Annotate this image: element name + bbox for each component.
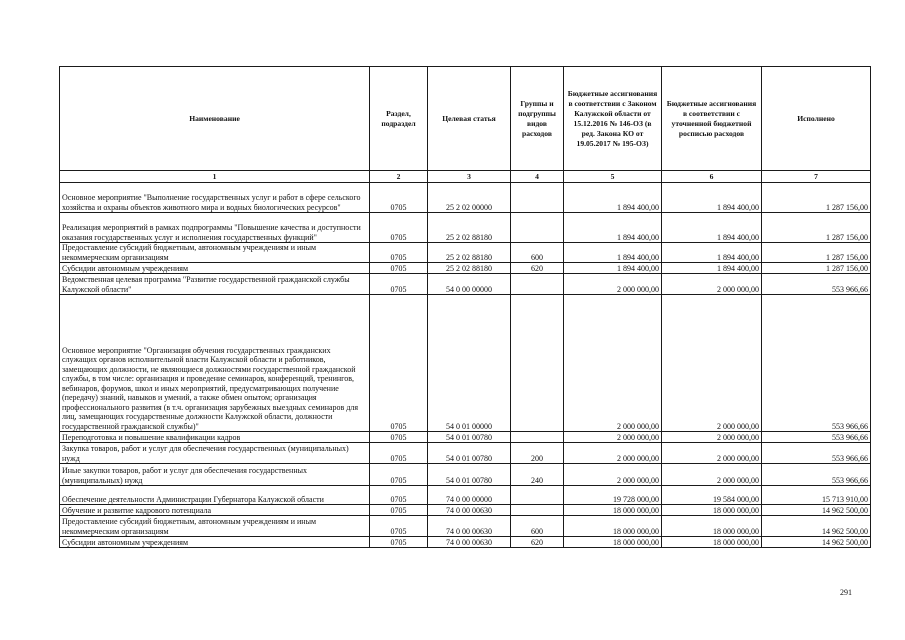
table-header-row: [60, 67, 871, 171]
row-executed: 1 287 156,00: [762, 213, 871, 243]
row-target: 54 0 01 00780: [428, 464, 511, 486]
row-group: [511, 486, 564, 505]
row-approved: 1 894 400,00: [564, 263, 662, 274]
row-approved: 18 000 000,00: [564, 537, 662, 548]
row-refined: 1 894 400,00: [662, 183, 762, 213]
header-section: Раздел, подраздел: [370, 67, 428, 171]
row-executed: 15 713 910,00: [762, 486, 871, 505]
row-approved: 1 894 400,00: [564, 183, 662, 213]
row-name: Реализация мероприятий в рамках подпрограммы "Повышение качества и доступности оказания государственных услуг и исполнения государственных функций": [60, 213, 370, 243]
row-approved: 2 000 000,00: [564, 274, 662, 295]
row-refined: 2 000 000,00: [662, 464, 762, 486]
row-name: Иные закупки товаров, работ и услуг для обеспечения государственных (муниципальных) нужд: [60, 464, 370, 486]
row-section: 0705: [370, 243, 428, 263]
row-name: Предоставление субсидий бюджетным, автономным учреждениям и иным некоммерческим организациям: [60, 243, 370, 263]
row-target: 54 0 01 00000: [428, 295, 511, 432]
col-number: 4: [511, 171, 564, 183]
table-row: [60, 505, 871, 516]
row-approved: 18 000 000,00: [564, 505, 662, 516]
row-approved: 2 000 000,00: [564, 432, 662, 443]
row-target: 54 0 01 00780: [428, 432, 511, 443]
table-row: [60, 243, 871, 263]
row-executed: 553 966,66: [762, 274, 871, 295]
row-name: Основное мероприятие "Организация обучения государственных гражданских служащих органов исполнительной власти Калужской области и работников, замещающих должности, не являющиеся должностями государственной гражданской службы, в том числе: организация и проведение семинаров, конференций, тренингов, вебинаров, форумов, школ и иных мероприятий, предусматривающих получение (передачу) знаний, навыков и умений, а также обмен опытом; организация профессионального развития (в т.ч. организация зарубежных выездных семинаров для лиц, замещающих государственные должности Калужской области, должности государственной гражданской службы)": [60, 295, 370, 432]
row-group: [511, 295, 564, 432]
row-name: Основное мероприятие "Выполнение государственных услуг и работ в сфере сельского хозяйства и охраны объектов животного мира и водных биологических ресурсов": [60, 183, 370, 213]
row-approved: 1 894 400,00: [564, 243, 662, 263]
row-name: Переподготовка и повышение квалификации кадров: [60, 432, 370, 443]
table-row: [60, 274, 871, 295]
table-row: [60, 295, 871, 432]
row-section: 0705: [370, 486, 428, 505]
row-refined: 2 000 000,00: [662, 295, 762, 432]
header-groups: Группы и подгруппы видов расходов: [511, 67, 564, 171]
row-name: Ведомственная целевая программа "Развитие государственной гражданской службы Калужской области": [60, 274, 370, 295]
row-approved: 2 000 000,00: [564, 295, 662, 432]
row-executed: 553 966,66: [762, 464, 871, 486]
header-target: Целевая статья: [428, 67, 511, 171]
row-refined: 2 000 000,00: [662, 432, 762, 443]
row-approved: 1 894 400,00: [564, 213, 662, 243]
row-target: 25 2 02 00000: [428, 183, 511, 213]
row-executed: 553 966,66: [762, 443, 871, 464]
row-refined: 2 000 000,00: [662, 443, 762, 464]
row-name: Обучение и развитие кадрового потенциала: [60, 505, 370, 516]
table-row: [60, 443, 871, 464]
col-number: 2: [370, 171, 428, 183]
table-row: [60, 537, 871, 548]
row-approved: 2 000 000,00: [564, 443, 662, 464]
row-section: 0705: [370, 213, 428, 243]
row-name: Закупка товаров, работ и услуг для обеспечения государственных (муниципальных) нужд: [60, 443, 370, 464]
page-number: 291: [840, 588, 852, 597]
row-target: 74 0 00 00630: [428, 505, 511, 516]
row-executed: 1 287 156,00: [762, 263, 871, 274]
row-name: Обеспечение деятельности Администрации Губернатора Калужской области: [60, 486, 370, 505]
row-section: 0705: [370, 263, 428, 274]
row-name: Предоставление субсидий бюджетным, автономным учреждениям и иным некоммерческим организациям: [60, 516, 370, 537]
table-row: [60, 263, 871, 274]
row-target: 54 0 00 00000: [428, 274, 511, 295]
row-section: 0705: [370, 443, 428, 464]
row-section: 0705: [370, 183, 428, 213]
row-section: 0705: [370, 295, 428, 432]
row-approved: 19 728 000,00: [564, 486, 662, 505]
row-group: [511, 274, 564, 295]
table-row: [60, 213, 871, 243]
budget-table: [59, 66, 871, 548]
header-executed: Исполнено: [762, 67, 871, 171]
row-section: 0705: [370, 274, 428, 295]
row-section: 0705: [370, 464, 428, 486]
row-target: 25 2 02 88180: [428, 243, 511, 263]
row-group: 620: [511, 537, 564, 548]
row-name: Субсидии автономным учреждениям: [60, 263, 370, 274]
row-refined: 18 000 000,00: [662, 505, 762, 516]
row-refined: 1 894 400,00: [662, 243, 762, 263]
row-group: [511, 183, 564, 213]
row-target: 25 2 02 88180: [428, 213, 511, 243]
row-group: 200: [511, 443, 564, 464]
header-name: Наименование: [60, 67, 370, 171]
row-executed: 1 287 156,00: [762, 183, 871, 213]
row-executed: 1 287 156,00: [762, 243, 871, 263]
row-group: 600: [511, 516, 564, 537]
row-refined: 18 000 000,00: [662, 537, 762, 548]
row-target: 74 0 00 00000: [428, 486, 511, 505]
row-group: 600: [511, 243, 564, 263]
table-row: [60, 432, 871, 443]
row-target: 54 0 01 00780: [428, 443, 511, 464]
table-row: [60, 486, 871, 505]
row-refined: 1 894 400,00: [662, 263, 762, 274]
table-row: [60, 464, 871, 486]
row-group: [511, 432, 564, 443]
row-refined: 18 000 000,00: [662, 516, 762, 537]
row-target: 74 0 00 00630: [428, 516, 511, 537]
row-executed: 14 962 500,00: [762, 537, 871, 548]
row-refined: 19 584 000,00: [662, 486, 762, 505]
row-refined: 2 000 000,00: [662, 274, 762, 295]
row-section: 0705: [370, 537, 428, 548]
table-row: [60, 516, 871, 537]
row-refined: 1 894 400,00: [662, 213, 762, 243]
col-number: 3: [428, 171, 511, 183]
header-approved: Бюджетные ассигнования в соответствии с Законом Калужской области от 15.12.2016 № 146-ОЗ (в ред. Закона КО от 19.05.2017 № 195-ОЗ): [564, 67, 662, 171]
column-number-row: [60, 171, 871, 183]
row-section: 0705: [370, 432, 428, 443]
row-group: 240: [511, 464, 564, 486]
row-group: 620: [511, 263, 564, 274]
col-number: 1: [60, 171, 370, 183]
row-section: 0705: [370, 505, 428, 516]
row-executed: 553 966,66: [762, 432, 871, 443]
row-target: 74 0 00 00630: [428, 537, 511, 548]
row-group: [511, 505, 564, 516]
table-body: [60, 183, 871, 548]
col-number: 7: [762, 171, 871, 183]
table-row: [60, 183, 871, 213]
row-name: Субсидии автономным учреждениям: [60, 537, 370, 548]
row-executed: 14 962 500,00: [762, 516, 871, 537]
row-executed: 14 962 500,00: [762, 505, 871, 516]
row-section: 0705: [370, 516, 428, 537]
row-target: 25 2 02 88180: [428, 263, 511, 274]
row-group: [511, 213, 564, 243]
col-number: 6: [662, 171, 762, 183]
row-executed: 553 966,66: [762, 295, 871, 432]
col-number: 5: [564, 171, 662, 183]
header-refined: Бюджетные ассигнования в соответствии с уточненной бюджетной росписью расходов: [662, 67, 762, 171]
row-approved: 2 000 000,00: [564, 464, 662, 486]
row-approved: 18 000 000,00: [564, 516, 662, 537]
